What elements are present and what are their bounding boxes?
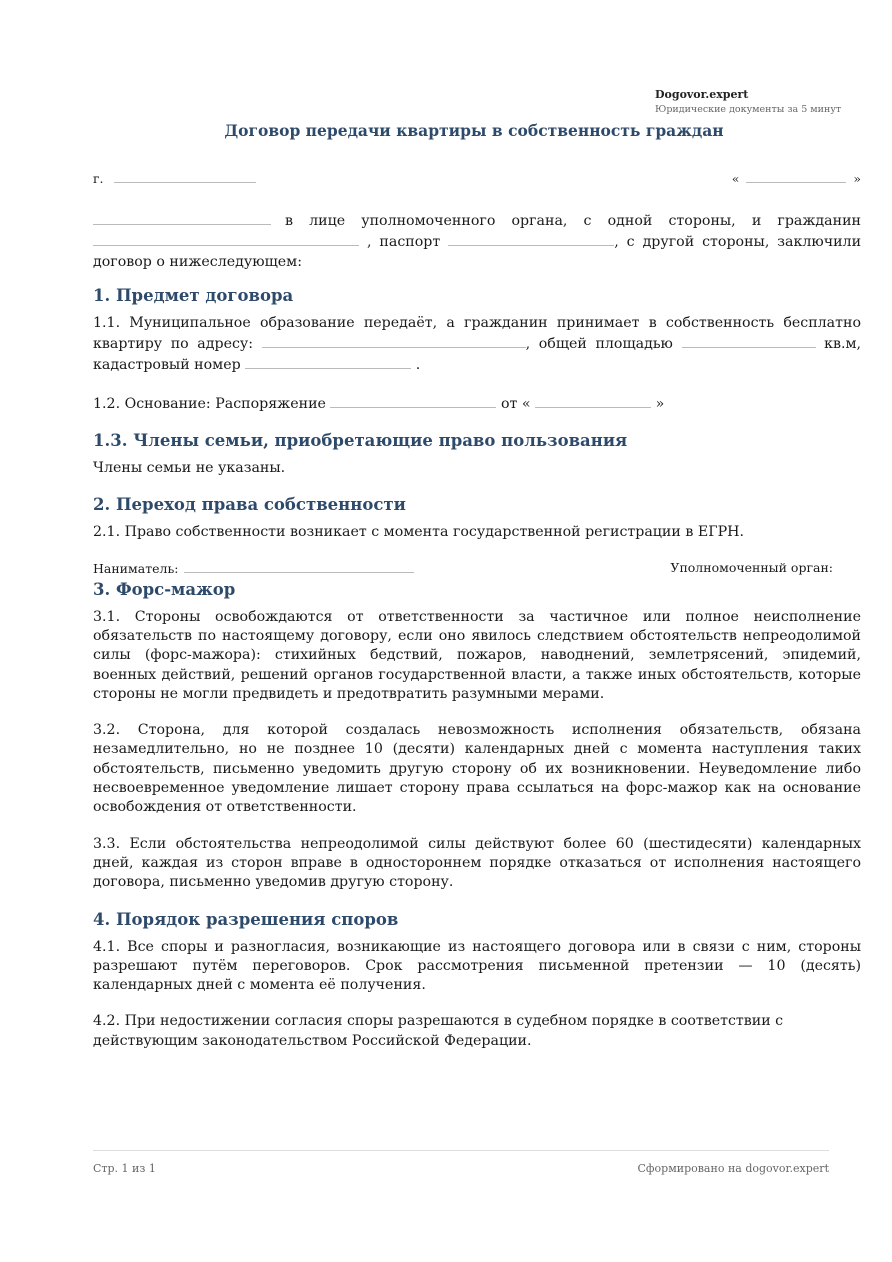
- date-open-quote: «: [731, 171, 740, 186]
- city-date-row: [93, 168, 861, 190]
- date-blank-line: [746, 168, 846, 183]
- brand-block: [655, 88, 841, 116]
- clause-1-2-text-c: »: [655, 395, 665, 412]
- city-blank-line: [114, 168, 256, 183]
- signature-row: [93, 558, 861, 580]
- footer-divider: [93, 1150, 829, 1151]
- section-2-title: 2. Переход права собственности: [93, 495, 406, 515]
- document-title: Договор передачи квартиры в собственность граждан: [224, 121, 724, 140]
- city-field: [93, 168, 256, 188]
- clause-1-1-text-c: кв.м, кадастровый номер: [93, 336, 862, 374]
- passport-blank-line: [448, 231, 614, 246]
- tenant-signature: [93, 558, 414, 578]
- brand-tagline: Юридические документы за 5 минут: [655, 103, 842, 115]
- clause-1-1-text-a: 1.1. Муниципальное образование передаёт, а гражданин принимает в собственность бесплатно квартиру по адресу:: [93, 314, 861, 353]
- authority-label: Уполномоченный орган:: [670, 559, 833, 575]
- page-number: Стр. 1 из 1: [93, 1162, 156, 1175]
- clause-1-1: [93, 314, 861, 376]
- tenant-signature-line: [184, 558, 414, 573]
- section-1-3-title: 1.3. Члены семьи, приобретающие право пользования: [93, 431, 628, 451]
- tenant-label: Наниматель:: [93, 560, 179, 576]
- generated-by: Сформировано на dogovor.expert: [637, 1162, 829, 1175]
- clause-1-1-text-b: , общей площадью: [525, 336, 673, 353]
- intro-text-1: в лице уполномоченного органа, с одной стороны, и гражданин: [285, 213, 861, 229]
- citizen-name-blank-line: [93, 231, 359, 246]
- area-blank-line: [682, 333, 816, 348]
- city-prefix: г.: [93, 171, 104, 186]
- section-3-title: 3. Форс-мажор: [93, 579, 236, 599]
- clause-3-3: 3.3. Если обстоятельства непреодолимой силы действуют более 60 (шестидесяти) календарных дней, каждая из сторон вправе в одностороннем порядке отказаться от исполнения настоящего договора, письменно уведомив другую сторону.: [93, 835, 861, 891]
- document-body: [93, 168, 861, 1068]
- party1-blank-line: [93, 210, 271, 225]
- order-date-blank-line: [535, 393, 651, 408]
- clause-1-2: [93, 393, 861, 414]
- address-blank-line: [262, 333, 526, 348]
- intro-paragraph: [93, 210, 861, 272]
- clause-1-1-text-d: .: [415, 357, 421, 374]
- intro-text-3: , с другой стороны, заключили договор о нижеследующем:: [93, 234, 862, 270]
- brand-name: Dogovor.expert: [655, 88, 749, 101]
- section-1-title: 1. Предмет договора: [93, 285, 294, 305]
- clause-4-2: 4.2. При недостижении согласия споры разрешаются в судебном порядке в соответствии с действующим законодательством Российской Федерации.: [93, 1013, 784, 1049]
- clause-3-2: 3.2. Сторона, для которой создалась невозможность исполнения обязательств, обязана незамедлительно, но не позднее 10 (десяти) календарных дней с момента наступления таких обстоятельств, письменно уведомить другую сторону об их возникновении. Неуведомление либо несвоевременное уведомление лишает сторону права ссылаться на форс-мажор как на основание освобождения от ответственности.: [93, 722, 861, 816]
- clause-1-2-text-a: 1.2. Основание: Распоряжение: [93, 395, 326, 412]
- clause-1-2-text-b: от «: [500, 395, 531, 412]
- clause-3-1: 3.1. Стороны освобождаются от ответственности за частичное или полное неисполнение обязательств по настоящему договору, если оно явилось следствием обстоятельств непреодолимой силы (форс-мажора): стихийных бедствий, пожаров, наводнений, землетрясений, эпидемий, военных действий, решений органов государственной власти, а также иных обстоятельств, которые стороны не могли предвидеть и предотвратить разумными мерами.: [93, 608, 861, 702]
- date-close-quote: »: [853, 171, 861, 186]
- family-members-text: Члены семьи не указаны.: [93, 460, 286, 477]
- authority-signature: [670, 558, 833, 577]
- date-field: [732, 168, 861, 188]
- intro-text-2: , паспорт: [366, 234, 441, 251]
- section-4-title: 4. Порядок разрешения споров: [93, 909, 399, 929]
- clause-2-1: 2.1. Право собственности возникает с момента государственной регистрации в ЕГРН.: [93, 524, 745, 541]
- clause-4-1: 4.1. Все споры и разногласия, возникающие из настоящего договора или в связи с ним, стороны разрешают путём переговоров. Срок рассмотрения письменной претензии — 10 (десять) календарных дней с момента её получения.: [93, 938, 861, 994]
- order-number-blank-line: [330, 393, 496, 408]
- cadastral-blank-line: [245, 354, 411, 369]
